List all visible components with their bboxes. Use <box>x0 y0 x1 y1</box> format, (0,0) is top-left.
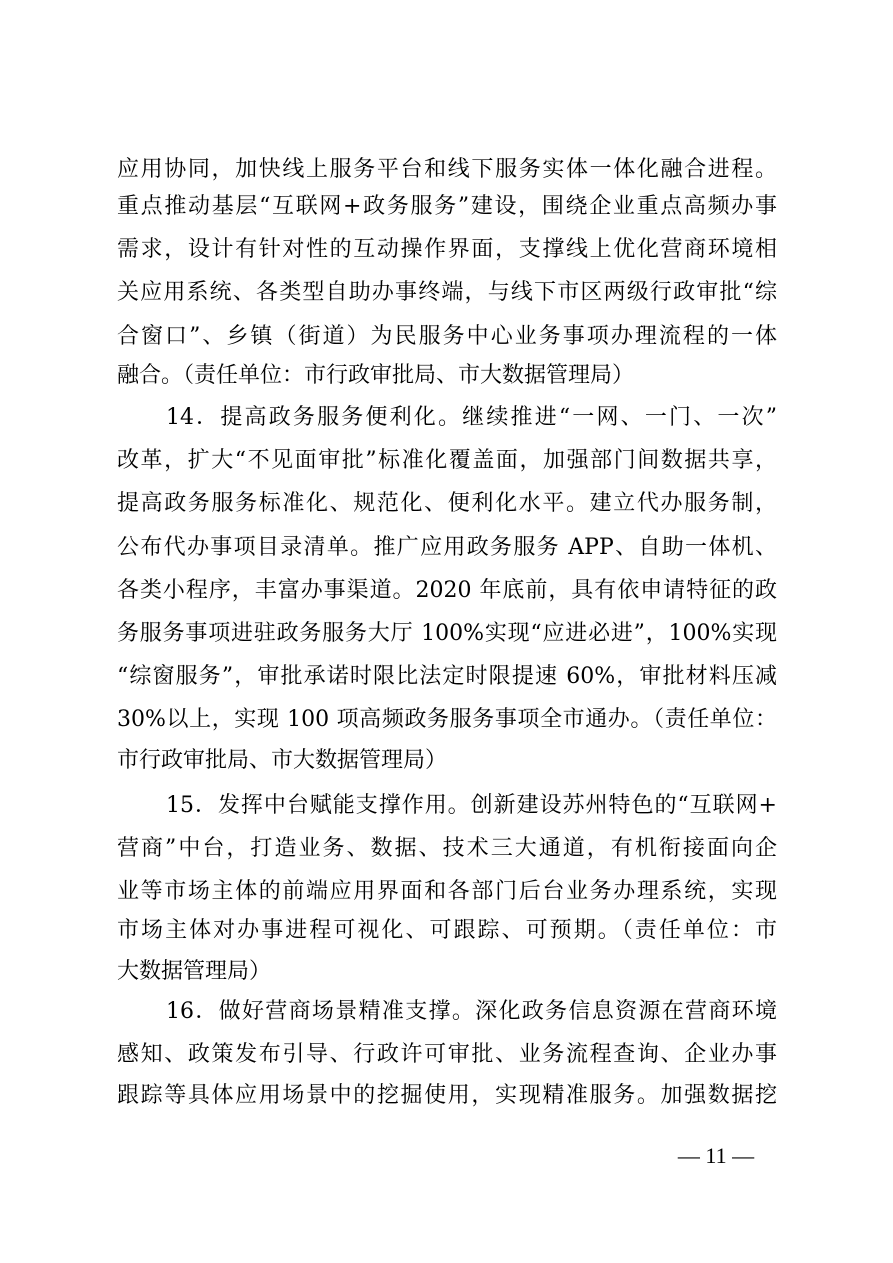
paragraph-line: 提高政务服务标准化、规范化、便利化水平。建立代办服务制， <box>117 491 777 516</box>
page-number: — 11 — <box>677 1143 755 1168</box>
paragraph-line: 应用协同，加快线上服务平台和线下服务实体一体化融合进程。 <box>117 157 777 182</box>
paragraph-line: 关应用系统、各类型自助办事终端，与线下市区两级行政审批“综 <box>117 280 777 305</box>
paragraph-line: 跟踪等具体应用场景中的挖掘使用，实现精准服务。加强数据挖 <box>117 1083 777 1108</box>
paragraph-line: 业等市场主体的前端应用界面和各部门后台业务办理系统，实现 <box>117 879 777 904</box>
paragraph-line: 合窗口”、乡镇（街道）为民服务中心业务事项办理流程的一体 <box>117 324 777 349</box>
item-14-heading-line: 14．提高政务服务便利化。继续推进“一网、一门、一次” <box>166 405 777 430</box>
paragraph-line: 重点推动基层“互联网+政务服务”建设，围绕企业重点高频办事 <box>117 194 777 219</box>
paragraph-line: 需求，设计有针对性的互动操作界面，支撑线上优化营商环境相 <box>117 237 777 262</box>
paragraph-line: 改革，扩大“不见面审批”标准化覆盖面，加强部门间数据共享， <box>117 448 777 473</box>
paragraph-line: “综窗服务”，审批承诺时限比法定时限提速 60%，审批材料压减 <box>117 664 777 689</box>
paragraph-line: 感知、政策发布引导、行政许可审批、业务流程查询、企业办事 <box>117 1042 777 1067</box>
paragraph-line: 各类小程序，丰富办事渠道。2020 年底前，具有依申请特征的政 <box>117 578 777 603</box>
paragraph-line: 大数据管理局） <box>117 959 272 984</box>
item-15-heading-line: 15．发挥中台赋能支撑作用。创新建设苏州特色的“互联网+ <box>166 793 777 818</box>
paragraph-line: 市行政审批局、市大数据管理局） <box>117 748 448 773</box>
paragraph-line: 融合。（责任单位：市行政审批局、市大数据管理局） <box>117 363 635 388</box>
paragraph-line: 市场主体对办事进程可视化、可跟踪、可预期。（责任单位：市 <box>117 918 777 943</box>
paragraph-line: 公布代办事项目录清单。推广应用政务服务 APP、自助一体机、 <box>117 535 777 560</box>
paragraph-line: 务服务事项进驻政务服务大厅 100%实现“应进必进”，100%实现 <box>117 621 777 646</box>
paragraph-line: 营商”中台，打造业务、数据、技术三大通道，有机衔接面向企 <box>117 836 777 861</box>
item-16-heading-line: 16．做好营商场景精准支撑。深化政务信息资源在营商环境 <box>166 999 777 1024</box>
paragraph-line: 30%以上，实现 100 项高频政务服务事项全市通办。（责任单位： <box>117 707 777 732</box>
